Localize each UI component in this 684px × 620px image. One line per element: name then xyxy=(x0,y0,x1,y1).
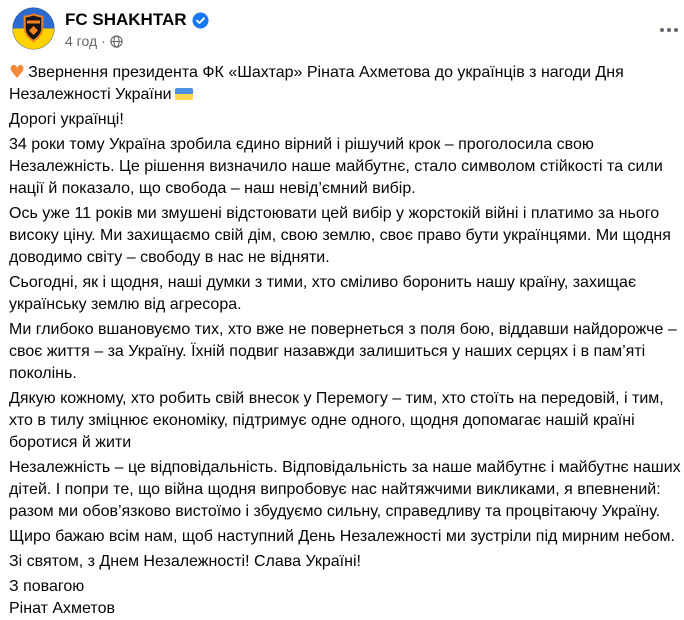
post-paragraph: Зі святом, з Днем Незалежності! Слава Україні! xyxy=(9,553,361,570)
more-options-button[interactable] xyxy=(656,20,682,40)
verified-badge-icon xyxy=(192,12,209,29)
post-paragraph: Ми глибоко вшановуємо тих, хто вже не повернеться з поля бою, віддавши найдорожче – своє життя – за Україну. Їхній подвиг назавжди залишиться у наших серцях і в пам’яті поколінь. xyxy=(9,321,677,382)
page-avatar[interactable] xyxy=(12,7,55,50)
meta-separator: · xyxy=(101,33,106,49)
orange-heart-emoji: ♥ xyxy=(9,62,26,83)
post-header xyxy=(0,0,684,50)
name-row xyxy=(65,9,209,30)
ukraine-flag-emoji xyxy=(175,88,193,100)
post-intro-paragraph xyxy=(9,62,682,106)
post-paragraph: Незалежність – це відповідальність. Відповідальність за наше майбутнє і майбутнє наших дітей. І попри те, що війна щодня випробовує нас найтяжчими викликами, я впевнений: разом ми обов’язково вистоїмо і збудуємо сильну, справедливу та процвітаючу Україну. xyxy=(9,459,681,520)
post-paragraph: Дякую кожному, хто робить свій внесок у Перемогу – тим, хто стоїть на передовій, і тим, хто в тилу зміцнює економіку, підтримує одне одного, щодня допомагає нашій країні боротися й жити xyxy=(9,390,664,451)
dot-icon xyxy=(674,28,678,32)
post-paragraph: Дорогі українці! xyxy=(9,111,124,128)
post-paragraph: Щиро бажаю всім нам, щоб наступний День Незалежності ми зустріли під мирним небом. xyxy=(9,528,675,545)
post-body xyxy=(0,50,684,620)
shakhtar-crest-icon xyxy=(12,7,55,50)
dot-icon xyxy=(660,28,664,32)
dot-icon xyxy=(667,28,671,32)
intro-text: Звернення президента ФК «Шахтар» Ріната Ахметова до українців з нагоди Дня Незалежності України xyxy=(9,64,624,103)
globe-icon xyxy=(110,35,123,48)
post-timestamp[interactable]: 4 год xyxy=(65,33,98,49)
post-paragraph: 34 роки тому Україна зробила єдино вірний і рішучий крок – проголосила свою Незалежність. Це рішення визначило наше майбутнє, стало символом стійкості та сили нації й показало, що свобода – наш невід’ємний вибір. xyxy=(9,136,663,197)
post-meta xyxy=(65,32,209,50)
post-paragraph: Ось уже 11 років ми змушені відстоювати цей вибір у жорстокій війні і платимо за нього високу ціну. Ми захищаємо свій дім, свою землю, своє право бути українцями. Ми щодня доводимо світу – свободу в нас не відняти. xyxy=(9,205,671,266)
post-paragraph: Сьогодні, як і щодня, наші думки з тими, хто сміливо боронить нашу країну, захищає українську землю від агресора. xyxy=(9,274,637,313)
header-info xyxy=(65,7,209,50)
page-name[interactable]: FC SHAKHTAR xyxy=(65,10,187,29)
post-signature: З повагою Рінат Ахметов xyxy=(9,578,115,617)
